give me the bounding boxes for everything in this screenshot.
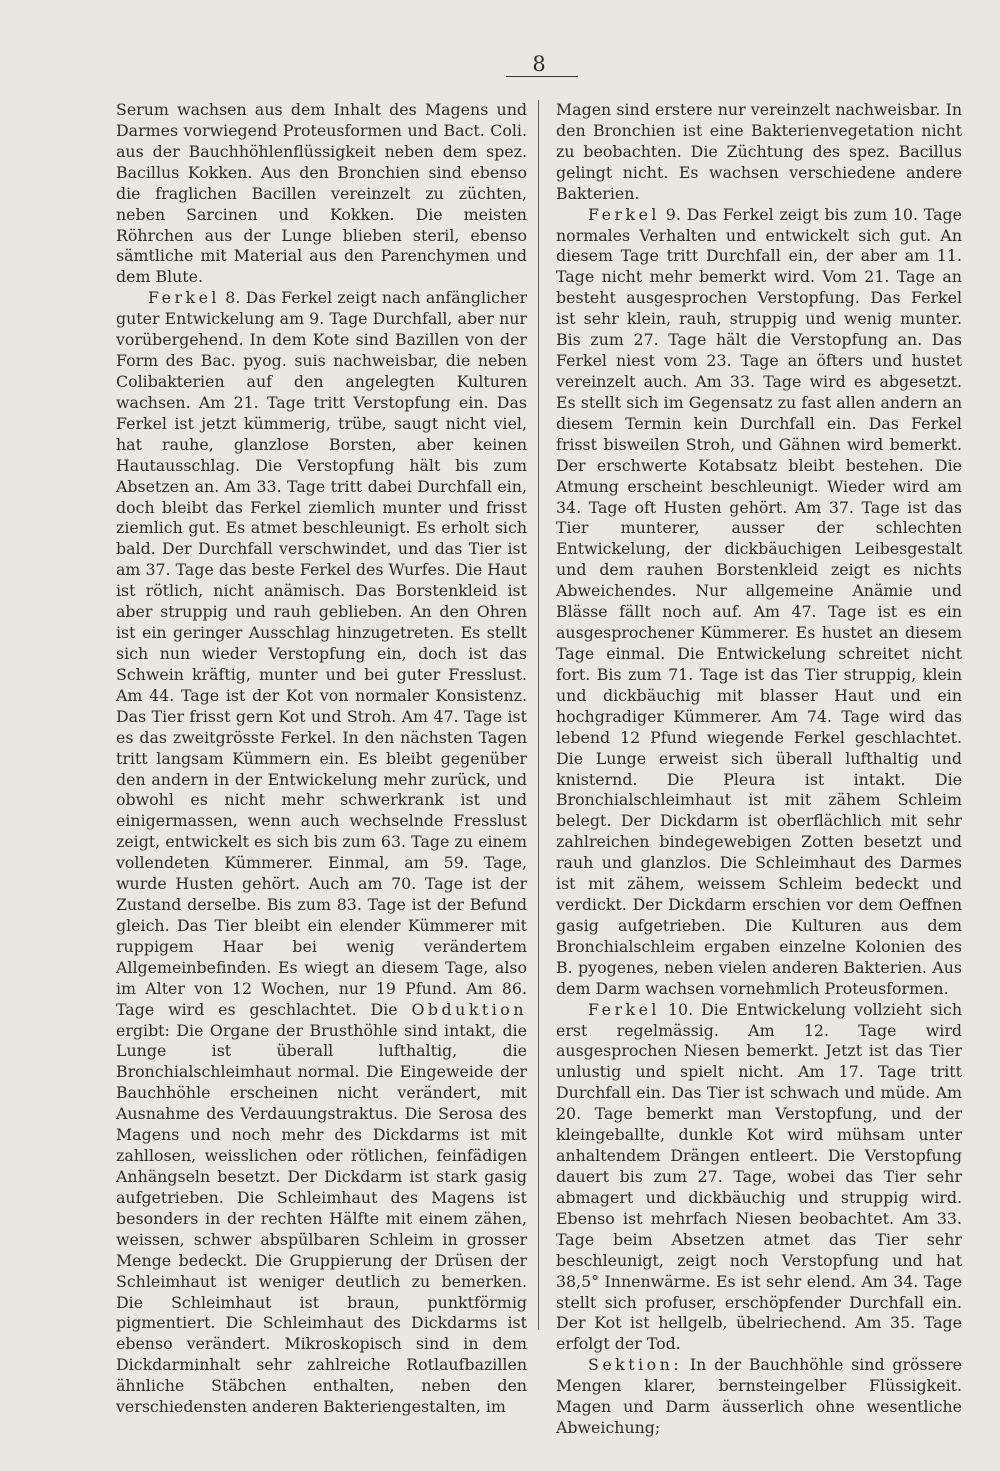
left-column (116, 100, 527, 1418)
section-heading-ferkel-10: Ferkel (588, 999, 660, 1019)
paragraph-ferkel-10 (556, 1000, 962, 1356)
paragraph-sektion (556, 1355, 962, 1439)
column-divider (538, 100, 539, 1330)
paragraph-magen (556, 100, 962, 205)
paragraph-text: Magen sind erstere nur vereinzelt nachweisbar. In den Bronchien ist eine Bakterienvegetation nicht zu beobachten. Die Züchtung des spez. Bacillus gelingt nicht. Es wachsen verschiedene andere Bakterien. (556, 100, 962, 203)
paragraph-text: ergibt: Die Organe der Brusthöhle sind intakt, die Lunge ist überall lufthaltig, die Bronchialschleimhaut normal. Die Eingeweide der Bauchhöhle erscheinen nicht verändert, mit Ausnahme des Verdauungstraktus. Die Serosa des Magens und noch mehr des Dickdarms ist mit zahllosen, weisslichen oder rötlichen, feinfädigen Anhängseln besetzt. Der Dickdarm ist stark gasig aufgetrieben. Die Schleimhaut des Magens ist besonders in der rechten Hälfte mit einem zähen, weissen, schwer abspülbaren Schleim in grosser Menge bedeckt. Die Gruppierung der Drüsen der Schleimhaut ist weniger deutlich zu bemerken. Die Schleimhaut ist braun, punktförmig pigmentiert. Die Schleimhaut des Dickdarms ist ebenso verändert. Mikroskopisch sind in dem Dickdarminhalt sehr zahlreiche Rotlaufbazillen ähnliche Stäbchen enthalten, neben den verschiedensten anderen Bakteriengestalten, im (116, 1020, 527, 1417)
section-heading-sektion: Sektion: (588, 1355, 683, 1375)
term-obduktion: Obduktion (411, 999, 527, 1019)
paragraph-text: Serum wachsen aus dem Inhalt des Magens und Darmes vorwiegend Proteusformen und Bact. Coli. aus der Bauchhöhlenflüssigkeit neben dem spez. Bacillus Kokken. Aus den Bronchien sind ebenso die fraglichen Bacillen vereinzelt zu züchten, neben Sarcinen und Kokken. Die meisten Röhrchen aus der Lunge blieben steril, ebenso sämtliche mit Material aus den Parenchymen und dem Blute. (116, 100, 527, 287)
paragraph-text: 9. Das Ferkel zeigt bis zum 10. Tage normales Verhalten und entwickelt sich gut. An diesem Tage tritt Durchfall ein, der aber am 11. Tage nicht mehr bemerkt wird. Vom 21. Tage an besteht ausgesprochen Verstopfung. Das Ferkel ist sehr klein, rauh, struppig und wenig munter. Bis zum 27. Tage hält die Verstopfung an. Das Ferkel niest vom 23. Tage an öfters und hustet vereinzelt auch. Am 33. Tage wird es abgesetzt. Es stellt sich im Gegensatz zu fast allen andern an diesem Termin kein Durchfall ein. Das Ferkel frisst bisweilen Stroh, und Gähnen wird bemerkt. Der erschwerte Kotabsatz bleibt bestehen. Die Atmung erscheint beschleunigt. Wieder wird am 34. Tage oft Husten gehört. Am 37. Tage ist das Tier munterer, ausser der schlechten Entwickelung, der dickbäuchigen Leibesgestalt und dem rauhen Borstenkleid zeigt es nichts Abweichendes. Nur allgemeine Anämie und Blässe fällt noch auf. Am 47. Tage ist es ein ausgesprochener Kümmerer. Es hustet an diesem Tage einmal. Die Entwickelung schreitet nicht fort. Bis zum 71. Tage ist das Tier struppig, klein und dickbäuchig mit blasser Haut und ein hochgradiger Kümmerer. Am 74. Tage wird das lebend 12 Pfund wiegende Ferkel geschlachtet. Die Lunge erweist sich überall lufthaltig und knisternd. Die Pleura ist intakt. Die Bronchialschleimhaut ist mit zähem Schleim belegt. Der Dickdarm ist oberflächlich mit sehr zahlreichen bindegewebigen Zotten besetzt und rauh und glanzlos. Die Schleimhaut des Darmes ist mit zähem, weissem Schleim bedeckt und verdickt. Der Dickdarm erschien vor dem Oeffnen gasig aufgetrieben. Die Kulturen aus dem Bronchialschleim ergaben einzelne Kolonien des B. pyogenes, neben vielen anderen Bakterien. Aus dem Darm wachsen vornehmlich Proteusformen. (556, 204, 962, 998)
page-number: 8 (532, 52, 546, 76)
section-heading-ferkel-8: Ferkel (148, 288, 220, 308)
section-heading-ferkel-9: Ferkel (588, 204, 660, 224)
paragraph-text: 10. Die Entwickelung vollzieht sich erst regelmässig. Am 12. Tage wird ausgesprochen Niesen bemerkt. Jetzt ist das Tier unlustig und spielt nicht. Am 17. Tage tritt Durchfall ein. Das Tier ist schwach und müde. Am 20. Tage bemerkt man Verstopfung, und der kleingeballte, dunkle Kot wird mühsam unter anhaltendem Drängen entleert. Die Verstopfung dauert bis zum 27. Tage, wobei das Tier sehr abmagert und dickbäuchig und struppig wird. Ebenso ist mehrfach Niesen beobachtet. Am 33. Tage beim Absetzen atmet das Tier sehr beschleunigt, zeigt noch Verstopfung und hat 38,5° Innenwärme. Es ist sehr elend. Am 34. Tage stellt sich profuser, erschöpfender Durchfall ein. Der Kot ist hellgelb, übelriechend. Am 35. Tage erfolgt der Tod. (556, 999, 962, 1354)
page-number-rule (506, 76, 578, 77)
paragraph-serum (116, 100, 527, 288)
paragraph-ferkel-8 (116, 288, 527, 1418)
right-column (556, 100, 962, 1439)
paragraph-text: 8. Das Ferkel zeigt nach anfänglicher guter Entwickelung am 9. Tage Durchfall, aber nur vorübergehend. In dem Kote sind Bazillen von der Form des Bac. pyog. suis nachweisbar, die neben Colibakterien auf den angelegten Kulturen wachsen. Am 21. Tage tritt Verstopfung ein. Das Ferkel ist jetzt kümmerig, trübe, saugt nicht viel, hat rauhe, glanzlose Borsten, aber keinen Hautausschlag. Die Verstopfung hält bis zum Absetzen an. Am 33. Tage tritt dabei Durchfall ein, doch bleibt das Ferkel ziemlich munter und frisst ziemlich gut. Es atmet beschleunigt. Es erholt sich bald. Der Durchfall verschwindet, und das Tier ist am 37. Tage das beste Ferkel des Wurfes. Die Haut ist rötlich, nicht anämisch. Das Borstenkleid ist aber struppig und rauh geblieben. An den Ohren ist ein geringer Ausschlag hinzugetreten. Es stellt sich nun wieder Verstopfung ein, doch ist das Schwein kräftig, munter und bei guter Fresslust. Am 44. Tage ist der Kot von normaler Konsistenz. Das Tier frisst gern Kot und Stroh. Am 47. Tage ist es das zweitgrösste Ferkel. In den nächsten Tagen tritt langsam Kümmern ein. Es bleibt gegenüber den andern in der Entwickelung mehr zurück, und obwohl es nicht mehr schwerkrank ist und einigermassen, wenn auch wechselnde Fresslust zeigt, entwickelt es sich bis zum 63. Tage zu einem vollendeten Kümmerer. Einmal, am 59. Tage, wurde Husten gehört. Auch am 70. Tage ist der Zustand derselbe. Bis zum 83. Tage ist der Befund gleich. Das Tier bleibt ein elender Kümmerer mit ruppigem Haar bei wenig verändertem Allgemeinbefinden. Es wiegt an diesem Tage, also im Alter von 12 Wochen, nur 19 Pfund. Am 86. Tage wird es geschlachtet. Die (116, 288, 527, 1019)
paragraph-ferkel-9 (556, 205, 962, 1000)
paragraph-text: In der Bauchhöhle sind grössere Mengen klarer, bernsteingelber Flüssigkeit. Magen und Darm äusserlich ohne wesentliche Abweichung; (556, 1355, 962, 1438)
